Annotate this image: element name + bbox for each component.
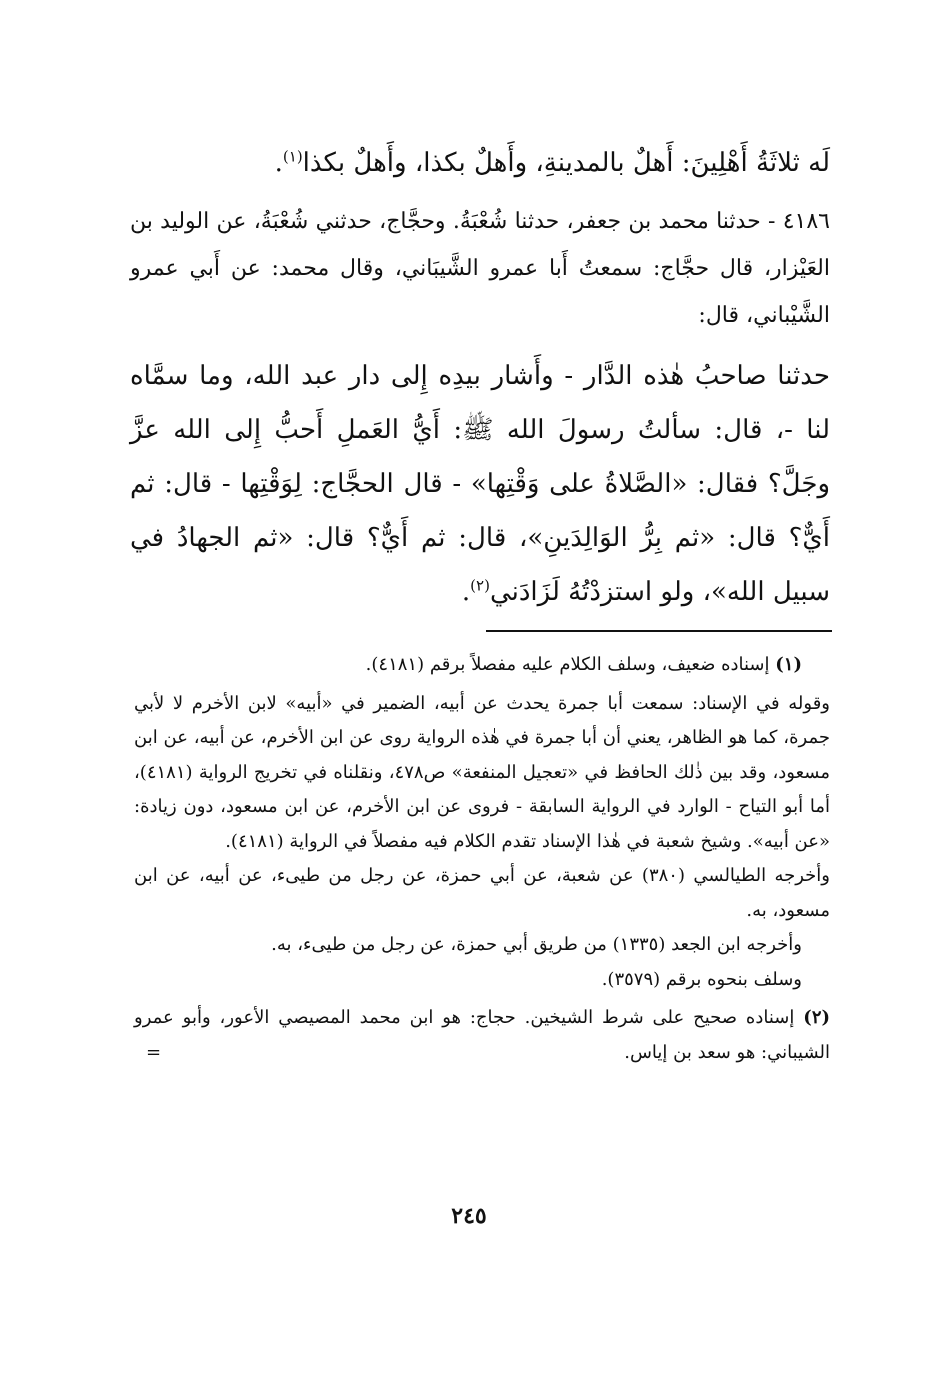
footnote-2-text: إسناده صحيح على شرط الشيخين. حجاج: هو ابن محمد المصيصي الأعور، وأبو عمرو الشيباني: هو سعد بن إياس. (134, 1007, 830, 1063)
intro-end: . (274, 148, 283, 178)
footnote-1-paragraph-3: وأخرجه الطيالسي (٣٨٠) عن شعبة، عن أبي حمزة، عن رجل من طيىء، عن أبيه، عن ابن مسعود، به. (134, 865, 831, 921)
page-number: ٢٤٥ (451, 1203, 487, 1229)
footnote-2-number: (٢) (803, 1007, 831, 1028)
footnote-ref-2: (٢) (470, 576, 490, 595)
footnote-1-paragraph-4: وأخرجه ابن الجعد (١٣٣٥) من طريق أبي حمزة، عن رجل من طيىء، به. (271, 934, 802, 955)
intro-text: لَه ثلاثَةُ أَهْلِينَ: أَهلٌ بالمدينةِ، وأَهلٌ بكذا، وأَهلٌ بكذا (302, 148, 830, 178)
continuation-mark: = (146, 1041, 162, 1063)
hadith-text (130, 349, 830, 619)
footnote-1-text: إسناده ضعيف، وسلف الكلام عليه مفصلاً برقم (٤١٨١). (365, 654, 770, 675)
footnote-2 (134, 1001, 830, 1070)
hadith-chain: ٤١٨٦ - حدثنا محمد بن جعفر، حدثنا شُعْبَةُ. وحجَّاج، حدثني شُعْبَةُ، عن الوليد بن العَيْزار، قال حجَّاج: سمعتُ أَبا عمرو الشَّيبَاني، وقال محمد: عن أَبي عمرو الشَّيْباني، قال: (130, 209, 830, 328)
main-text (130, 136, 830, 619)
footnote-1 (134, 648, 830, 683)
footnote-ref-1: (١) (282, 147, 303, 166)
footnote-1-paragraph-2: وقوله في الإسناد: سمعت أبا جمرة يحدث عن أبيه، الضمير في «أبيه» لابن الأخرم لا لأبي جمرة، كما هو الظاهر، يعني أن أبا جمرة في هٰذه الرواية روى عن ابن الأخرم، عن أبيه، عن ابن مسعود، وقد بين ذٰلك الحافظ في «تعجيل المنفعة» ص٤٧٨، ونقلناه في تخريج الرواية (٤١٨١)، أما أبو التياح - الوارد في الرواية السابقة - فروى عن ابن الأخرم، عن ابن مسعود، دون زيادة: «عن أبيه». وشيخ شعبة في هٰذا الإسناد تقدم الكلام فيه مفصلاً في الرواية (٤١٨١). (134, 692, 830, 852)
footnote-divider (486, 630, 832, 632)
intro-line (130, 136, 830, 190)
hadith-end: . (461, 577, 471, 607)
footnote-1-paragraph-5: وسلف بنحوه برقم (٣٥٧٩). (601, 968, 802, 990)
hadith-body: حدثنا صاحبُ هٰذه الدَّار - وأَشار بيدِه إِلى دار عبد الله، وما سمَّاه لنا -، قال: سألتُ رسولَ الله ﷺ: أَيُّ العَملِ أَحبُّ إِلى الله عزَّ وجَلَّ؟ فقال: «الصَّلاةُ على وَقْتِها» - قال الحجَّاج: لِوَقْتِها - قال: ثم أَيٌّ؟ قال: «ثم بِرُّ الوَالِدَينِ»، قال: ثم أَيٌّ؟ قال: «ثم الجهادُ في سبيل الله»، ولو استزدْتُهُ لَزَادَني (130, 361, 830, 607)
footnote-1-number: (١) (775, 654, 802, 675)
footnotes (134, 648, 830, 1070)
